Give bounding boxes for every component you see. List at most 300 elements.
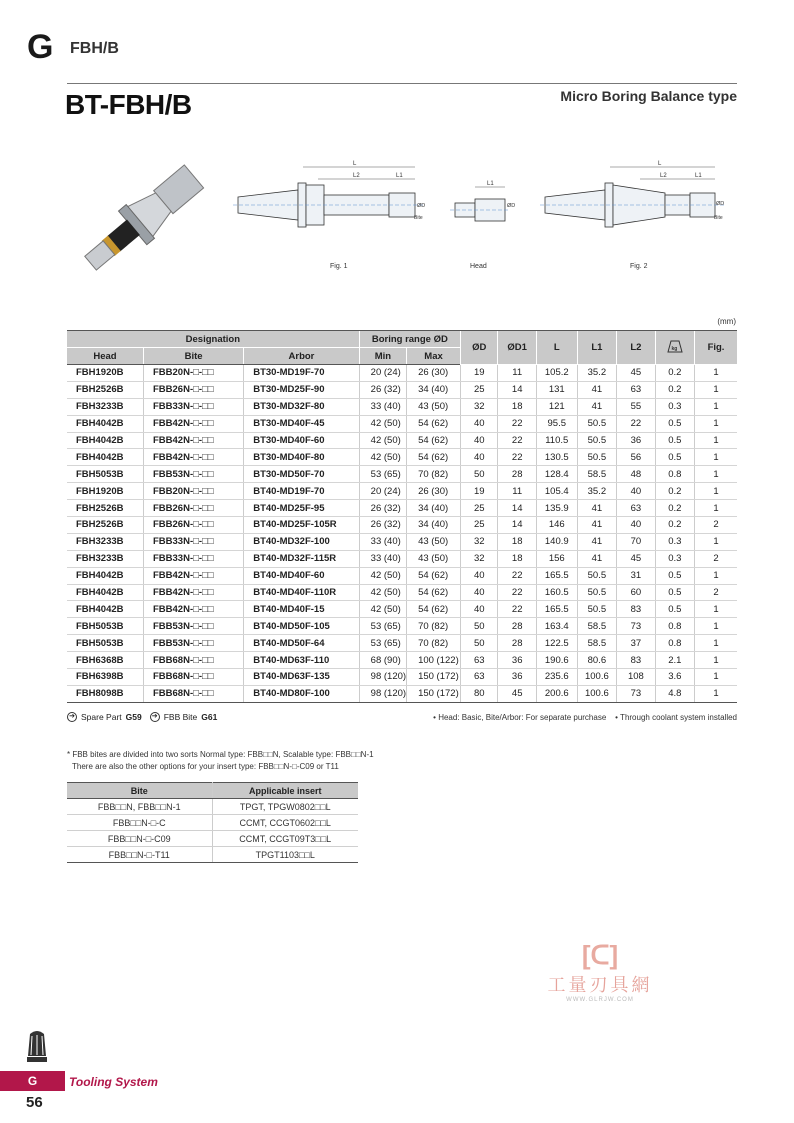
unit-note: (mm) — [717, 317, 736, 326]
table-row — [67, 847, 358, 863]
cell-l1: 50.5 — [577, 415, 617, 432]
cell-min: 26 (32) — [359, 381, 406, 398]
table-row — [67, 415, 737, 432]
cell-od1: 14 — [498, 517, 537, 534]
cell-bite: FBB□□N, FBB□□N-1 — [67, 799, 212, 815]
cell-fig: 2 — [695, 550, 737, 567]
cell-fig: 1 — [695, 483, 737, 500]
cell-head: FBH4042B — [67, 449, 144, 466]
svg-text:kg: kg — [671, 346, 678, 352]
watermark-url: WWW.GLRJW.COM — [566, 997, 634, 1003]
cell-fig: 1 — [695, 415, 737, 432]
table-row — [67, 669, 737, 686]
fig2-bite-label: Bite — [714, 215, 723, 221]
cell-weight: 0.8 — [655, 466, 694, 483]
cell-od1: 28 — [498, 466, 537, 483]
cell-l2: 40 — [617, 483, 655, 500]
cell-fig: 1 — [695, 601, 737, 618]
cell-max: 34 (40) — [407, 517, 461, 534]
cell-l1: 58.5 — [577, 618, 617, 635]
fig2-dim-L1: L1 — [695, 173, 702, 179]
cell-od: 25 — [461, 500, 498, 517]
cell-head: FBH2526B — [67, 517, 144, 534]
table-row — [67, 517, 737, 534]
cell-arbor: BT30-MD19F-70 — [244, 365, 359, 382]
cell-head: FBH1920B — [67, 483, 144, 500]
cell-max: 54 (62) — [407, 584, 461, 601]
fbb-bite-page[interactable]: G61 — [201, 712, 218, 722]
cell-bite: FBB33N-□-□□ — [144, 550, 244, 567]
table-row — [67, 635, 737, 652]
cell-max: 34 (40) — [407, 381, 461, 398]
spec-table-body — [67, 365, 737, 703]
section-name: FBH/B — [70, 40, 119, 57]
cell-arbor: BT40-MD32F-115R — [244, 550, 359, 567]
cell-min: 42 (50) — [359, 449, 406, 466]
cell-weight: 0.5 — [655, 567, 694, 584]
cell-fig: 1 — [695, 685, 737, 702]
cell-min: 42 (50) — [359, 584, 406, 601]
cell-max: 54 (62) — [407, 601, 461, 618]
table-row — [67, 432, 737, 449]
cell-arbor: BT30-MD40F-60 — [244, 432, 359, 449]
spare-part-arrow-icon: ➔ — [67, 712, 77, 722]
watermark-logo: [ᑕ] — [581, 940, 619, 970]
cell-l: 146 — [536, 517, 577, 534]
cell-od: 80 — [461, 685, 498, 702]
table-row — [67, 618, 737, 635]
cell-min: 53 (65) — [359, 466, 406, 483]
cell-od: 25 — [461, 517, 498, 534]
cell-head: FBH3233B — [67, 398, 144, 415]
cell-od1: 22 — [498, 449, 537, 466]
cell-applicable-insert: CCMT, CCGT09T3□□L — [212, 831, 358, 847]
cell-weight: 0.2 — [655, 365, 694, 382]
cell-head: FBH5053B — [67, 635, 144, 652]
cell-l2: 73 — [617, 618, 655, 635]
cell-head: FBH5053B — [67, 618, 144, 635]
spare-part-page[interactable]: G59 — [125, 712, 142, 722]
cell-fig: 2 — [695, 584, 737, 601]
cell-l2: 37 — [617, 635, 655, 652]
table-row — [67, 449, 737, 466]
table-row — [67, 533, 737, 550]
cell-fig: 1 — [695, 365, 737, 382]
cell-l1: 50.5 — [577, 567, 617, 584]
cell-fig: 2 — [695, 517, 737, 534]
cell-bite: FBB□□N-□-C09 — [67, 831, 212, 847]
cell-head: FBH2526B — [67, 500, 144, 517]
cell-max: 54 (62) — [407, 449, 461, 466]
cell-l: 110.5 — [536, 432, 577, 449]
boring-range-header: Boring range ØD — [359, 331, 460, 348]
cell-l1: 50.5 — [577, 584, 617, 601]
cell-l: 105.2 — [536, 365, 577, 382]
cell-weight: 0.5 — [655, 584, 694, 601]
cell-max: 43 (50) — [407, 533, 461, 550]
cell-od: 19 — [461, 365, 498, 382]
cell-max: 26 (30) — [407, 365, 461, 382]
table-row — [67, 398, 737, 415]
cell-od: 40 — [461, 415, 498, 432]
cell-max: 54 (62) — [407, 567, 461, 584]
cell-l: 200.6 — [536, 685, 577, 702]
cell-od: 63 — [461, 652, 498, 669]
cell-od: 63 — [461, 669, 498, 686]
cell-weight: 0.5 — [655, 449, 694, 466]
cell-l: 156 — [536, 550, 577, 567]
table-row — [67, 652, 737, 669]
cell-bite: FBB20N-□-□□ — [144, 483, 244, 500]
cell-bite: FBB□□N-□-C — [67, 815, 212, 831]
cell-arbor: BT40-MD80F-100 — [244, 685, 359, 702]
header-rule — [67, 83, 737, 84]
cell-head: FBH3233B — [67, 533, 144, 550]
fig2-caption: Fig. 2 — [630, 263, 648, 270]
footnote-1: * FBB bites are divided into two sorts Normal type: FBB□□N, Scalable type: FBB□□N-1 — [67, 750, 374, 759]
cell-weight: 0.5 — [655, 415, 694, 432]
cell-l2: 45 — [617, 365, 655, 382]
cell-l2: 63 — [617, 381, 655, 398]
cell-max: 26 (30) — [407, 483, 461, 500]
cell-od: 32 — [461, 550, 498, 567]
cell-max: 54 (62) — [407, 415, 461, 432]
cell-weight: 0.5 — [655, 432, 694, 449]
cell-l: 165.5 — [536, 567, 577, 584]
table-row — [67, 483, 737, 500]
col-header-min: Min — [359, 348, 406, 365]
cell-l1: 41 — [577, 533, 617, 550]
fig2-dim-L: L — [658, 161, 662, 167]
cell-od: 32 — [461, 533, 498, 550]
cell-od: 19 — [461, 483, 498, 500]
cell-l2: 45 — [617, 550, 655, 567]
cell-l: 128.4 — [536, 466, 577, 483]
cell-l1: 58.5 — [577, 635, 617, 652]
cell-weight: 0.8 — [655, 618, 694, 635]
cell-head: FBH4042B — [67, 584, 144, 601]
dim-L1: L1 — [396, 173, 403, 179]
cell-max: 43 (50) — [407, 398, 461, 415]
cell-arbor: BT40-MD40F-15 — [244, 601, 359, 618]
cell-od1: 28 — [498, 635, 537, 652]
col-header-l2: L2 — [617, 331, 655, 365]
cell-arbor: BT40-MD25F-105R — [244, 517, 359, 534]
cell-l: 95.5 — [536, 415, 577, 432]
cell-arbor: BT40-MD40F-60 — [244, 567, 359, 584]
cell-max: 150 (172) — [407, 685, 461, 702]
table-row — [67, 365, 737, 382]
insert-header-applicable: Applicable insert — [212, 783, 358, 799]
cell-min: 42 (50) — [359, 432, 406, 449]
cell-od1: 22 — [498, 415, 537, 432]
cell-arbor: BT40-MD25F-95 — [244, 500, 359, 517]
cell-fig: 1 — [695, 567, 737, 584]
cell-min: 68 (90) — [359, 652, 406, 669]
cell-fig: 1 — [695, 618, 737, 635]
page-number: 56 — [26, 1094, 43, 1111]
cell-weight: 4.8 — [655, 685, 694, 702]
cell-od: 50 — [461, 618, 498, 635]
cell-od: 40 — [461, 432, 498, 449]
cell-arbor: BT40-MD40F-110R — [244, 584, 359, 601]
cell-l1: 50.5 — [577, 601, 617, 618]
cell-od1: 22 — [498, 567, 537, 584]
cell-l1: 41 — [577, 381, 617, 398]
cell-l2: 63 — [617, 500, 655, 517]
cell-od1: 11 — [498, 483, 537, 500]
cell-weight: 0.5 — [655, 601, 694, 618]
cell-l2: 60 — [617, 584, 655, 601]
cell-od1: 18 — [498, 398, 537, 415]
cell-arbor: BT30-MD40F-45 — [244, 415, 359, 432]
fig1-drawing — [233, 155, 433, 270]
cell-max: 70 (82) — [407, 618, 461, 635]
cell-head: FBH6398B — [67, 669, 144, 686]
col-header-od1: ØD1 — [498, 331, 537, 365]
cell-fig: 1 — [695, 652, 737, 669]
col-header-weight — [655, 331, 694, 365]
cell-min: 53 (65) — [359, 618, 406, 635]
cell-max: 70 (82) — [407, 466, 461, 483]
cell-l2: 55 — [617, 398, 655, 415]
cell-bite: FBB53N-□-□□ — [144, 466, 244, 483]
cell-od1: 18 — [498, 550, 537, 567]
cell-l2: 48 — [617, 466, 655, 483]
cell-weight: 0.2 — [655, 483, 694, 500]
cell-l2: 31 — [617, 567, 655, 584]
cell-min: 33 (40) — [359, 398, 406, 415]
cell-l: 140.9 — [536, 533, 577, 550]
cell-min: 98 (120) — [359, 669, 406, 686]
cell-applicable-insert: CCMT, CCGT0602□□L — [212, 815, 358, 831]
cell-l2: 22 — [617, 415, 655, 432]
fig2-dim-L2: L2 — [660, 173, 667, 179]
dim-L2: L2 — [353, 173, 360, 179]
cell-min: 98 (120) — [359, 685, 406, 702]
table-row — [67, 584, 737, 601]
fig2-dim-D: ØD — [716, 201, 725, 207]
cell-min: 53 (65) — [359, 635, 406, 652]
cell-weight: 0.2 — [655, 517, 694, 534]
cell-arbor: BT40-MD50F-64 — [244, 635, 359, 652]
insert-header-bite: Bite — [67, 783, 212, 799]
cell-weight: 0.2 — [655, 381, 694, 398]
cell-od: 40 — [461, 567, 498, 584]
cell-max: 34 (40) — [407, 500, 461, 517]
cell-l: 135.9 — [536, 500, 577, 517]
head-dim-L1: L1 — [487, 181, 494, 187]
dim-L: L — [353, 161, 357, 167]
cell-od: 40 — [461, 584, 498, 601]
cell-bite: FBB53N-□-□□ — [144, 635, 244, 652]
cell-bite: FBB□□N-□-T11 — [67, 847, 212, 863]
cell-bite: FBB42N-□-□□ — [144, 449, 244, 466]
cell-l: 160.5 — [536, 584, 577, 601]
cell-od1: 22 — [498, 432, 537, 449]
cell-weight: 2.1 — [655, 652, 694, 669]
cell-head: FBH2526B — [67, 381, 144, 398]
cell-l: 122.5 — [536, 635, 577, 652]
col-header-l1: L1 — [577, 331, 617, 365]
cell-arbor: BT40-MD19F-70 — [244, 483, 359, 500]
table-row — [67, 799, 358, 815]
cell-l1: 41 — [577, 517, 617, 534]
cell-weight: 0.3 — [655, 550, 694, 567]
fbb-bite-label: FBB Bite — [163, 712, 198, 722]
spec-table — [67, 330, 737, 703]
cell-l1: 58.5 — [577, 466, 617, 483]
cell-od1: 45 — [498, 685, 537, 702]
cell-fig: 1 — [695, 381, 737, 398]
cell-bite: FBB42N-□-□□ — [144, 415, 244, 432]
cell-arbor: BT30-MD32F-80 — [244, 398, 359, 415]
cell-head: FBH3233B — [67, 550, 144, 567]
cell-l2: 56 — [617, 449, 655, 466]
cell-l: 163.4 — [536, 618, 577, 635]
cell-l: 105.4 — [536, 483, 577, 500]
cell-arbor: BT40-MD32F-100 — [244, 533, 359, 550]
dim-D: ØD — [417, 203, 426, 209]
cell-weight: 3.6 — [655, 669, 694, 686]
cell-weight: 0.3 — [655, 533, 694, 550]
cell-od1: 14 — [498, 381, 537, 398]
watermark — [530, 940, 670, 1020]
cell-bite: FBB68N-□-□□ — [144, 685, 244, 702]
purchase-note: • Head: Basic, Bite/Arbor: For separate purchase — [433, 713, 607, 722]
cell-fig: 1 — [695, 466, 737, 483]
col-header-head: Head — [67, 348, 144, 365]
cell-fig: 1 — [695, 533, 737, 550]
footnote-2: There are also the other options for your insert type: FBB□□N-□-C09 or T11 — [72, 762, 339, 771]
table-row — [67, 500, 737, 517]
page-subtitle: Micro Boring Balance type — [560, 88, 737, 104]
cell-od1: 14 — [498, 500, 537, 517]
cell-bite: FBB68N-□-□□ — [144, 669, 244, 686]
cell-od: 32 — [461, 398, 498, 415]
table-row — [67, 815, 358, 831]
cell-l2: 70 — [617, 533, 655, 550]
cell-bite: FBB42N-□-□□ — [144, 567, 244, 584]
cell-arbor: BT40-MD50F-105 — [244, 618, 359, 635]
cell-min: 20 (24) — [359, 365, 406, 382]
head-drawing — [450, 175, 525, 250]
cell-min: 26 (32) — [359, 500, 406, 517]
col-header-max: Max — [407, 348, 461, 365]
cell-l1: 35.2 — [577, 365, 617, 382]
cell-head: FBH8098B — [67, 685, 144, 702]
cell-head: FBH4042B — [67, 601, 144, 618]
collet-icon — [26, 1030, 48, 1066]
legend — [67, 712, 217, 722]
cell-od: 25 — [461, 381, 498, 398]
cell-l: 165.5 — [536, 601, 577, 618]
col-header-bite: Bite — [144, 348, 244, 365]
cell-max: 100 (122) — [407, 652, 461, 669]
cell-l2: 36 — [617, 432, 655, 449]
cell-min: 33 (40) — [359, 550, 406, 567]
cell-l1: 50.5 — [577, 432, 617, 449]
cell-applicable-insert: TPGT1103□□L — [212, 847, 358, 863]
cell-l: 130.5 — [536, 449, 577, 466]
spare-part-label: Spare Part — [81, 712, 122, 722]
cell-l1: 100.6 — [577, 685, 617, 702]
cell-od1: 36 — [498, 652, 537, 669]
col-header-l: L — [536, 331, 577, 365]
table-row — [67, 685, 737, 702]
cell-l1: 41 — [577, 398, 617, 415]
cell-arbor: BT30-MD50F-70 — [244, 466, 359, 483]
section-tab[interactable]: G — [0, 1071, 65, 1091]
cell-fig: 1 — [695, 432, 737, 449]
table-row — [67, 567, 737, 584]
cell-l: 190.6 — [536, 652, 577, 669]
footer-label: Tooling System — [69, 1075, 158, 1089]
cell-l2: 108 — [617, 669, 655, 686]
cell-l: 235.6 — [536, 669, 577, 686]
cell-head: FBH4042B — [67, 415, 144, 432]
cell-l2: 83 — [617, 652, 655, 669]
cell-bite: FBB42N-□-□□ — [144, 584, 244, 601]
cell-max: 150 (172) — [407, 669, 461, 686]
table-row — [67, 601, 737, 618]
cell-od1: 36 — [498, 669, 537, 686]
product-photo — [68, 145, 228, 285]
insert-table — [67, 782, 358, 863]
cell-od: 40 — [461, 449, 498, 466]
fig1-caption: Fig. 1 — [330, 263, 348, 270]
purchase-notes — [433, 713, 737, 722]
cell-od1: 22 — [498, 584, 537, 601]
bite-label: Bite — [414, 215, 423, 221]
cell-l2: 73 — [617, 685, 655, 702]
cell-l1: 41 — [577, 500, 617, 517]
head-dim-D: ØD — [507, 203, 516, 209]
cell-head: FBH5053B — [67, 466, 144, 483]
cell-bite: FBB33N-□-□□ — [144, 398, 244, 415]
cell-bite: FBB26N-□-□□ — [144, 517, 244, 534]
cell-l: 131 — [536, 381, 577, 398]
cell-bite: FBB68N-□-□□ — [144, 652, 244, 669]
col-header-od: ØD — [461, 331, 498, 365]
cell-l1: 41 — [577, 550, 617, 567]
cell-bite: FBB42N-□-□□ — [144, 432, 244, 449]
weight-icon — [667, 339, 683, 353]
cell-l1: 50.5 — [577, 449, 617, 466]
cell-fig: 1 — [695, 635, 737, 652]
cell-arbor: BT30-MD25F-90 — [244, 381, 359, 398]
cell-arbor: BT40-MD63F-110 — [244, 652, 359, 669]
section-letter: G — [27, 28, 54, 66]
cell-arbor: BT40-MD63F-135 — [244, 669, 359, 686]
cell-bite: FBB26N-□-□□ — [144, 500, 244, 517]
cell-l1: 100.6 — [577, 669, 617, 686]
cell-fig: 1 — [695, 669, 737, 686]
cell-l2: 83 — [617, 601, 655, 618]
cell-head: FBH1920B — [67, 365, 144, 382]
head-caption: Head — [470, 263, 487, 270]
cell-od1: 22 — [498, 601, 537, 618]
cell-min: 42 (50) — [359, 415, 406, 432]
cell-fig: 1 — [695, 500, 737, 517]
cell-l2: 40 — [617, 517, 655, 534]
cell-fig: 1 — [695, 449, 737, 466]
cell-od1: 28 — [498, 618, 537, 635]
col-header-fig: Fig. — [695, 331, 737, 365]
cell-fig: 1 — [695, 398, 737, 415]
cell-min: 42 (50) — [359, 567, 406, 584]
cell-arbor: BT30-MD40F-80 — [244, 449, 359, 466]
